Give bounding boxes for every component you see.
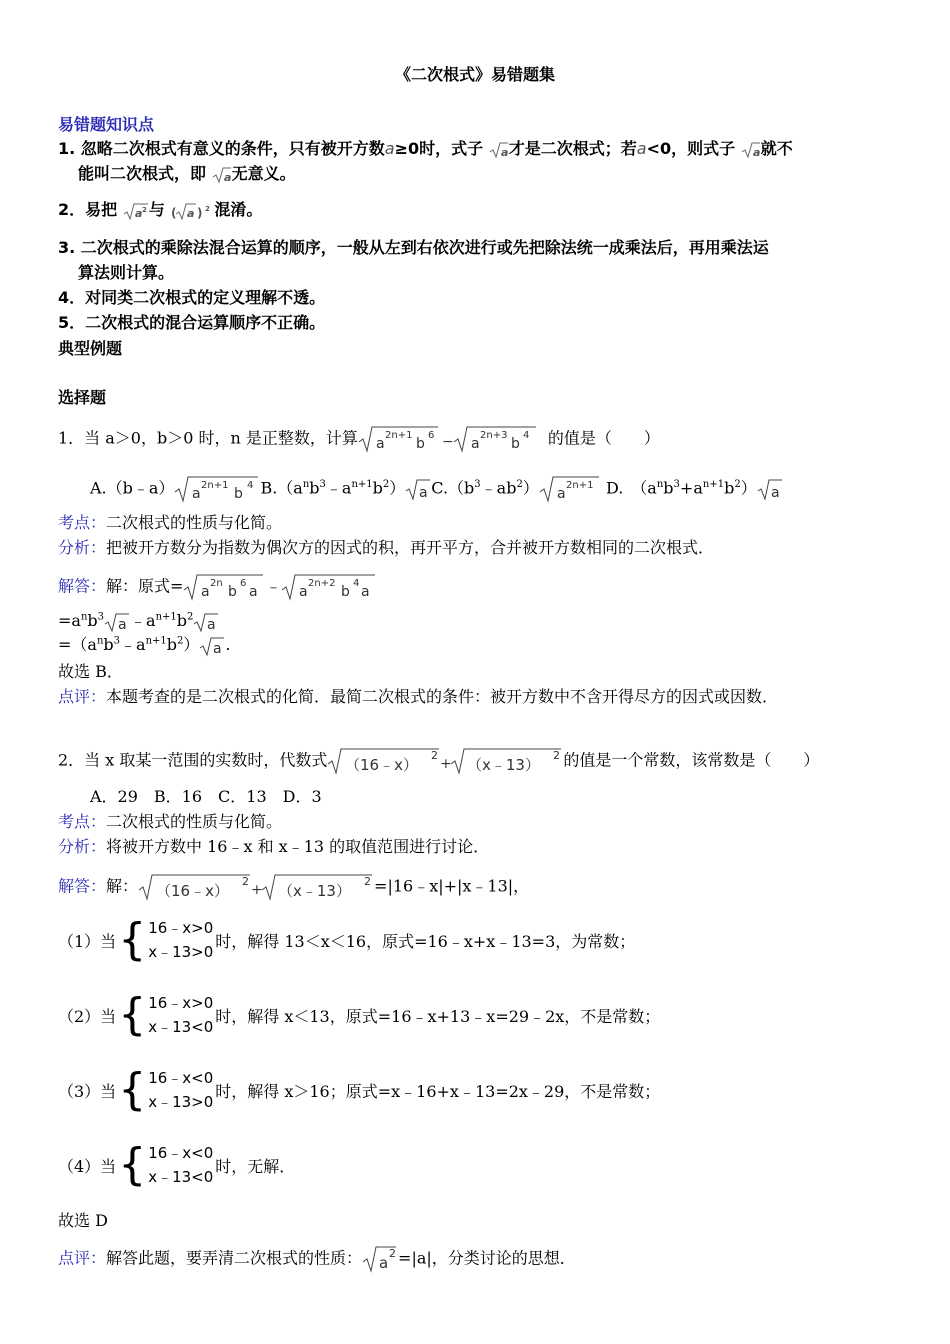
svg-text:a: a [500,145,509,159]
svg-text:b: b [510,436,520,452]
inequality-system: { 16﹣x>0 x﹣13>0 [118,914,214,965]
knowledge-point-2: 2．易把 a 2 与 ( a ) 2 混淆。 [58,200,263,220]
svg-text:a: a [249,584,259,600]
knowledge-point-3-cont: 算法则计算。 [78,263,175,282]
svg-text:2: 2 [553,749,561,762]
svg-text:a: a [201,584,211,600]
choice-heading: 选择题 [58,388,107,407]
sqrt-a2n1-icon [539,474,601,504]
svg-text:2: 2 [364,875,372,888]
sqrt-a-icon [489,141,509,159]
svg-text:a: a [134,206,143,220]
sqrt-a-icon [757,477,783,501]
knowledge-point-4: 4．对同类二次根式的定义理解不透。 [58,288,326,307]
q1-expression-icon [358,424,548,454]
svg-text:2n+1: 2n+1 [565,480,594,491]
svg-text:2n+1: 2n+1 [201,480,229,491]
q2-fenxi: 分析：将被开方数中 16﹣x 和 x﹣13 的取值范围进行讨论． [58,837,490,856]
svg-text:2n+1: 2n+1 [384,430,413,441]
svg-text:): ) [197,205,203,220]
svg-text:6: 6 [427,430,435,441]
sqrt-a2n-b6-a-icon [183,572,265,602]
q2-case-3: （3）当 { 16﹣x<0 x﹣13>0 时，解得 x＞16；原式=x﹣16+x﹣13=2x﹣29，不是常数； [58,1064,661,1115]
svg-text:−: − [441,434,454,450]
knowledge-point-5: 5．二次根式的混合运算顺序不正确。 [58,313,326,332]
svg-text:2: 2 [242,875,250,888]
q1-kaodian: 考点：二次根式的性质与化简。 [58,513,283,532]
svg-text:a: a [375,436,385,452]
svg-text:a: a [379,1254,389,1272]
svg-text:a: a [118,616,127,633]
q2-case-2: （2）当 { 16﹣x>0 x﹣13<0 时，解得 x＜13，原式=16﹣x+13﹣x=29﹣2x，不是常数； [58,989,661,1040]
svg-text:2: 2 [431,749,439,762]
svg-text:a: a [470,436,480,452]
svg-text:2: 2 [389,1247,397,1260]
svg-text:2: 2 [205,204,211,213]
q2-kaodian: 考点：二次根式的性质与化简。 [58,812,283,831]
svg-text:a: a [419,485,428,501]
q2-jieda: 解答：解： （16﹣x） 2 + （x﹣13） 2 =|16﹣x|+|x﹣13|， [58,872,529,902]
sqrt-a-icon [212,166,232,184]
svg-text:a: a [556,486,566,502]
svg-text:2n: 2n [210,578,224,589]
svg-text:2n+2: 2n+2 [308,578,336,589]
inequality-system: { 16﹣x<0 x﹣13>0 [118,1064,214,1115]
q1-stem: 1．当 a＞0，b＞0 时，n 是正整数，计算 a 2n+1 b 6 − a 2n+3 b 4 的值是（ ） [58,424,660,454]
page-title: 《二次根式》易错题集 [394,65,555,84]
q2-choose: 故选 D [58,1211,108,1230]
svg-text:6: 6 [240,578,247,589]
q2-dianping: 点评：解答此题，要弄清二次根式的性质： a 2 =|a|，分类讨论的思想． [58,1244,576,1274]
q2-expression-icon [138,872,374,902]
svg-text:(: ( [171,205,177,220]
svg-text:b: b [234,486,244,502]
svg-text:b: b [228,584,238,600]
knowledge-heading: 易错题知识点 [58,115,155,134]
knowledge-point-1: 1. 忽略二次根式有意义的条件，只有被开方数a≥0时，式子 a 才是二次根式；若a<0，则式子 a 就不 [58,139,793,159]
svg-text:4: 4 [522,430,530,441]
q2-options: A．29 B．16 C．13 D．3 [90,787,322,806]
svg-text:a: a [752,145,761,159]
q1-choose: 故选 B． [58,662,123,681]
svg-text:a: a [207,616,216,633]
svg-text:b: b [415,436,425,452]
svg-text:2n+3: 2n+3 [479,430,508,441]
sqrt-a2n1-b4-icon [174,474,260,504]
svg-text:+: + [440,756,453,772]
q1-fenxi: 分析：把被开方数分为指数为偶次方的因式的积，再开平方，合并被开方数相同的二次根式． [58,538,715,557]
q2-case-1: （1）当 { 16﹣x>0 x﹣13>0 时，解得 13＜x＜16，原式=16﹣x+x﹣13=3，为常数； [58,914,636,965]
svg-text:a: a [187,206,195,220]
sqrt-a-icon [104,611,130,633]
svg-text:a: a [299,584,309,600]
svg-text:（16﹣x）: （16﹣x） [345,756,419,774]
sqrt-a-squared-icon [123,201,149,221]
svg-text:（x﹣13）: （x﹣13） [278,882,351,900]
sqrt-a2n2-b4-a-icon [281,572,377,602]
svg-text:2: 2 [141,205,147,214]
q1-step1: $=a^nb^3$ a $﹣a^{n+1}b^2$ a [58,610,219,633]
sqrt-a-icon [741,141,761,159]
q1-step2: $=(a^nb^3﹣a^{n+1}b^2)$ a . [58,635,231,657]
examples-heading: 典型例题 [58,339,123,358]
sqrt-a-squared-icon [362,1244,398,1274]
svg-text:4: 4 [247,480,254,491]
sqrt-a-icon [405,477,431,501]
svg-text:a: a [361,584,371,600]
q1-dianping: 点评：本题考查的是二次根式的化简．最简二次根式的条件：被开方数中不含开得尽方的因式或因数． [58,687,779,706]
inequality-system: { 16﹣x>0 x﹣13<0 [118,989,214,1040]
sqrt-a-icon [199,635,225,657]
svg-text:4: 4 [353,578,360,589]
svg-text:a: a [213,640,222,657]
svg-text:a: a [223,170,232,184]
svg-text:a: a [770,485,780,501]
q1-jieda: 解答：解：原式= a 2n b 6 a ﹣ a 2n+2 b 4 a [58,572,377,602]
sqrt-a-icon [193,611,219,633]
svg-text:b: b [341,584,351,600]
svg-text:+: + [251,882,263,898]
q2-stem: 2．当 x 取某一范围的实数时，代数式 （16﹣x） 2 + （x﹣13） 2 的值是一个常数，该常数是（ ） [58,746,819,776]
q2-case-4: （4）当 { 16﹣x<0 x﹣13<0 时，无解． [58,1139,296,1190]
svg-text:a: a [192,486,202,502]
knowledge-point-1-cont: 能叫二次根式，即 a 无意义。 [78,164,296,184]
inequality-system: { 16﹣x<0 x﹣13<0 [118,1139,214,1190]
q1-options: A.（b﹣a） a 2n+1 b 4 $B.(a^nb^3﹣a^{n+1}b^2)$ a $C.(b^3﹣ab^2)$ a 2n+1 D. $(a^nb^3+a^{n+1}b^2)$ a [90,474,783,504]
q2-expression-icon [327,746,563,776]
svg-text:（16﹣x）: （16﹣x） [156,882,229,900]
svg-text:（x﹣13）: （x﹣13） [467,756,541,774]
knowledge-point-3: 3. 二次根式的乘除法混合运算的顺序，一般从左到右依次进行或先把除法统一成乘法后，再用乘法运 [58,238,769,257]
sqrt-a-power-icon [170,201,214,221]
